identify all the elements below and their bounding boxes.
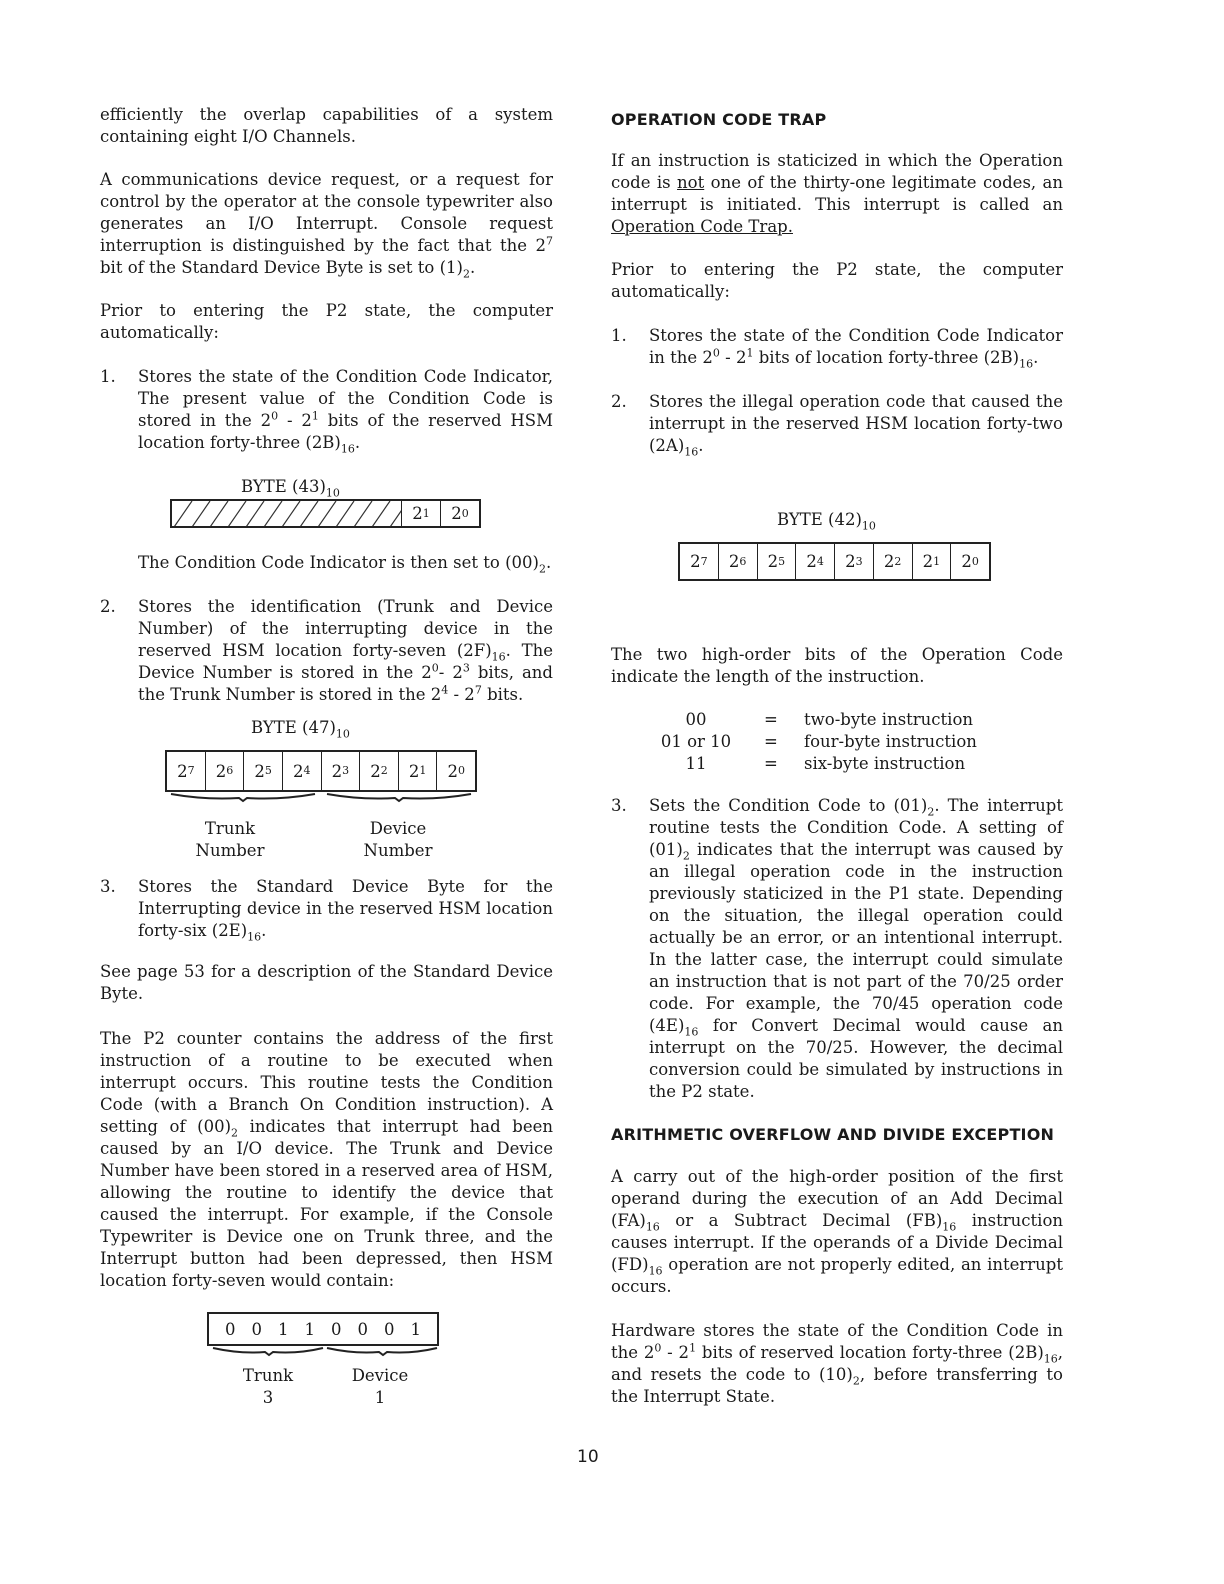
byte-47-register (165, 750, 477, 792)
paragraph-prior-p2: Prior to entering the P2 state, the computer automatically: (100, 301, 553, 342)
bit-2-3: 2 3 (835, 544, 874, 579)
bit-2-6: 2 6 (719, 544, 758, 579)
table-row: 00 = two-byte instruction (685, 710, 974, 729)
example-bit: 0 (225, 1319, 236, 1339)
bit-2-7: 2 7 (167, 752, 206, 790)
paragraph-carry-out: A carry out of the high-order position of the first operand during the execution of an Add Decimal $(FA)_{16}$ or a Subtract Decimal $(FB)_{16}$ instruction causes interrupt. If the operands of a Divide Decimal $(FD)_{16}$ operation are not properly edited, an interrupt occurs. (611, 1167, 1064, 1296)
bit-2-3: 2 3 (322, 752, 361, 790)
bit-2-4: 2 4 (796, 544, 835, 579)
table-row: 01 or 10 = four-byte instruction (660, 732, 977, 751)
byte-43-label: BYTE $(43)_{10}$ (241, 477, 340, 500)
paragraph-overlap: efficiently the overlap capabilities of a system containing eight I/O Channels. (100, 105, 553, 146)
example-byte-register (207, 1312, 439, 1346)
example-bit: 1 (304, 1319, 315, 1339)
paragraph-hardware-stores: Hardware stores the state of the Condition Code in the $2^0 - 2^1$ bits of reserved location forty-three $(2B)_{16}$, and resets the code to $(10)_2$, before transferring to the Interrupt State. (611, 1321, 1064, 1406)
bit-2-2: 2 2 (360, 752, 399, 790)
page-number: 10 (577, 1447, 599, 1467)
example-bit: 1 (278, 1319, 289, 1339)
bit-2-0: 2 0 (451, 504, 469, 523)
example-bit: 0 (384, 1319, 395, 1339)
hatch-pattern (172, 501, 401, 526)
bit-2-1: 2 1 (399, 752, 438, 790)
paragraph-console-request: A communications device request, or a request for control by the operator at the console typewriter also generates an I/O Interrupt. Console request interruption is distinguished by the fact that the $2^7$ bit of the Standard Device Byte is set to $(1)_2$. (100, 170, 553, 281)
heading-arithmetic-overflow: ARITHMETIC OVERFLOW AND DIVIDE EXCEPTION (611, 1125, 1055, 1144)
bit-2-2: 2 2 (874, 544, 913, 579)
paragraph-high-order-bits: The two high-order bits of the Operation Code indicate the length of the instruction. (611, 645, 1063, 686)
bit-2-6: 2 6 (206, 752, 245, 790)
paragraph-op-code-trap: If an instruction is staticized in which the Operation code is not one of the thirty-one legitimate codes, an interrupt is initiated. This interrupt is called an Operation Code Trap. (611, 151, 1064, 236)
byte-43-register (170, 499, 481, 528)
bit-2-0: 2 0 (961, 552, 979, 571)
bit-2-5: 2 5 (244, 752, 283, 790)
example-trunk-caption: Trunk 3 (242, 1366, 294, 1407)
bit-2-0: 2 0 (447, 761, 465, 781)
paragraph-p2-counter: The P2 counter contains the address of the first instruction of a routine to be executed when interrupt occurs. This routine tests the Condition Code (with a Branch On Condition instruction). A setting of $(00)_2$ indicates that interrupt had been caused by an I/O device. The Trunk and Device Number have been stored in a reserved area of HSM, allowing the routine to identify the device that caused the interrupt. For example, if the Console Typewriter is Device one on Trunk three, and the Interrupt button had been depressed, then HSM location forty-seven would contain: (100, 1029, 553, 1290)
hatched-reserved-bits (172, 501, 402, 526)
example-braces (207, 1346, 439, 1358)
byte-42-label: BYTE $(42)_{10}$ (777, 510, 876, 533)
byte-42-register (678, 542, 991, 581)
bit-2-1: 2 1 (913, 544, 952, 579)
device-number-caption: Device Number (363, 819, 433, 860)
bit-2-1: 2 1 (402, 501, 441, 526)
trunk-number-caption: Trunk Number (195, 819, 265, 860)
byte-47-label: BYTE $(47)_{10}$ (251, 718, 350, 741)
example-bit: 0 (251, 1319, 262, 1339)
example-bit: 1 (410, 1319, 421, 1339)
example-bit: 0 (357, 1319, 368, 1339)
table-row: 11 = six-byte instruction (685, 754, 966, 773)
paragraph-see-page: See page 53 for a description of the Standard Device Byte. (100, 962, 553, 1003)
byte-47-braces (165, 792, 477, 806)
bit-2-4: 2 4 (283, 752, 322, 790)
example-bit: 0 (331, 1319, 342, 1339)
instruction-length-table (646, 709, 1006, 775)
bit-2-5: 2 5 (758, 544, 797, 579)
example-device-caption: Device 1 (351, 1366, 409, 1407)
bit-2-7: 2 7 (680, 544, 719, 579)
paragraph-prior-p2-right: Prior to entering the P2 state, the computer automatically: (611, 260, 1063, 301)
heading-operation-code-trap: OPERATION CODE TRAP (611, 110, 827, 129)
